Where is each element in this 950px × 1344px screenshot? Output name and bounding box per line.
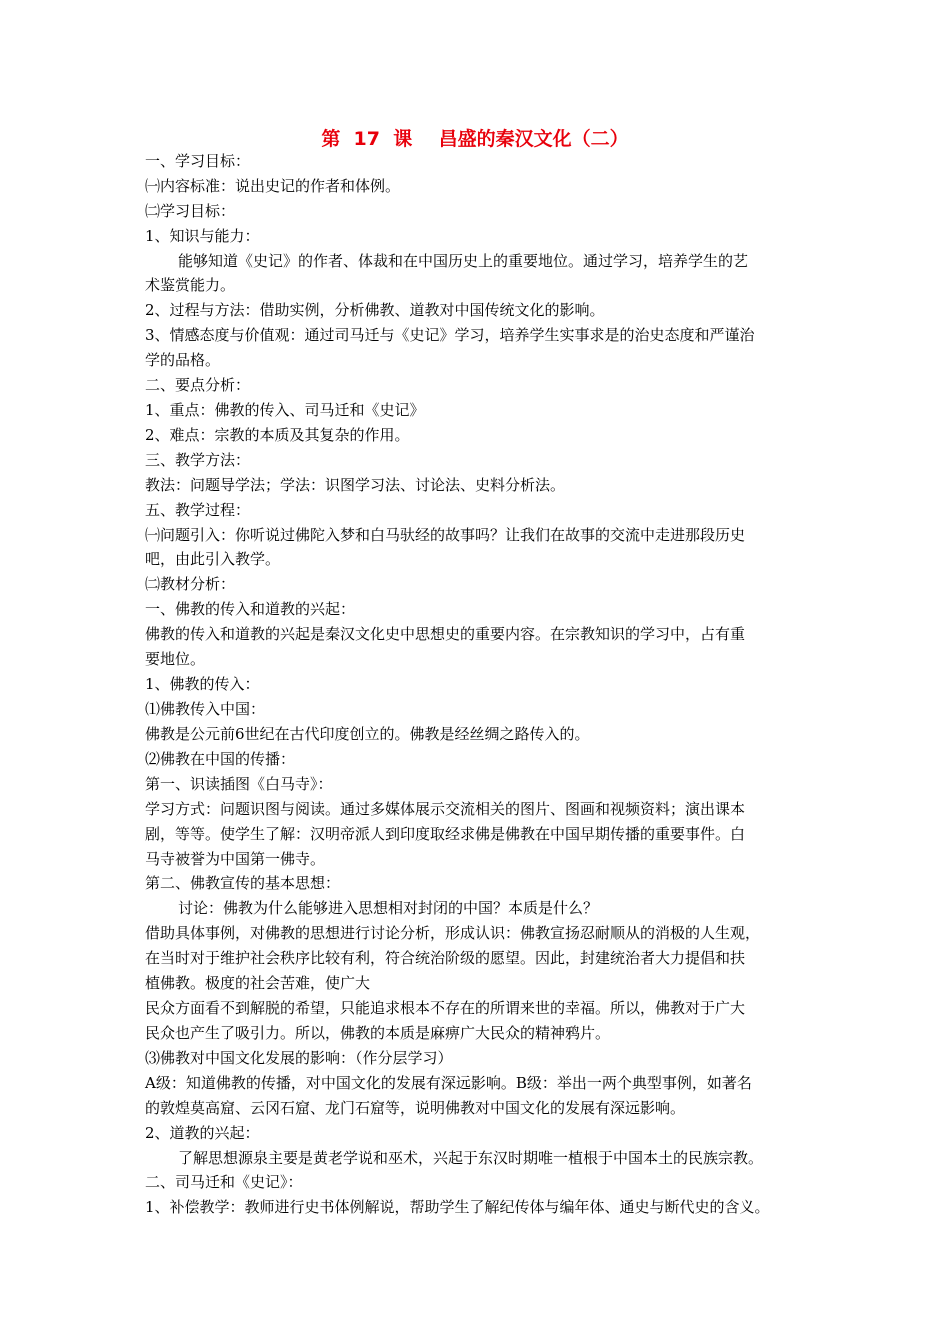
text-line: ⑴佛教传入中国： — [145, 700, 266, 718]
section-heading: 三、教学方法： — [145, 451, 251, 469]
text-line: 剧，等等。使学生了解：汉明帝派人到印度取经求佛是佛教在中国早期传播的重要事件。白 — [145, 825, 746, 843]
text-line: ㈠内容标准：说出史记的作者和体例。 — [145, 177, 401, 195]
text-line: 1、知识与能力： — [145, 227, 260, 245]
text-line: 讨论：佛教为什么能够进入思想相对封闭的中国？本质是什么？ — [178, 899, 599, 917]
text-line: 2、道教的兴起： — [145, 1124, 260, 1142]
text-line: 能够知道《史记》的作者、体裁和在中国历史上的重要地位。通过学习，培养学生的艺 — [178, 252, 749, 270]
text-line: 一、学习目标： — [145, 152, 251, 170]
text-line: 1、补偿教学：教师进行史书体例解说，帮助学生了解纪传体与编年体、通史与断代史的含义。 — [145, 1198, 770, 1216]
text-line: A级：知道佛教的传播，对中国文化的发展有深远影响。B级：举出一两个典型事例，如著名 — [145, 1074, 752, 1092]
text-line: 3、情感态度与价值观：通过司马迁与《史记》学习，培养学生实事求是的治史态度和严谨治 — [145, 326, 755, 344]
text-line: ⑶佛教对中国文化发展的影响：（作分层学习） — [145, 1049, 453, 1067]
text-line: 马寺被誉为中国第一佛寺。 — [145, 850, 326, 868]
text-line: ㈡学习目标： — [145, 202, 236, 220]
text-line: ⑵佛教在中国的传播： — [145, 750, 296, 768]
text-line: 民众也产生了吸引力。所以，佛教的本质是麻痹广大民众的精神鸦片。 — [145, 1024, 611, 1042]
text-line: 要地位。 — [145, 650, 206, 668]
text-line: 学的品格。 — [145, 351, 221, 369]
text-line: ㈡教材分析： — [145, 575, 236, 593]
text-line: 术鉴赏能力。 — [145, 276, 236, 294]
text-line: 的敦煌莫高窟、云冈石窟、龙门石窟等，说明佛教对中国文化的发展有深远影响。 — [145, 1099, 686, 1117]
text-line: 2、难点：宗教的本质及其复杂的作用。 — [145, 426, 410, 444]
text-line: 民众方面看不到解脱的希望，只能追求根本不存在的所谓来世的幸福。所以，佛教对于广大 — [145, 999, 746, 1017]
text-line: 2、过程与方法：借助实例，分析佛教、道教对中国传统文化的影响。 — [145, 301, 605, 319]
text-line: 学习方式：问题识图与阅读。通过多媒体展示交流相关的图片、图画和视频资料；演出课本 — [145, 800, 746, 818]
text-line: ㈠问题引入：你听说过佛陀入梦和白马驮经的故事吗？让我们在故事的交流中走进那段历史 — [145, 526, 746, 544]
text-line: 佛教是公元前6世纪在古代印度创立的。佛教是经丝绸之路传入的。 — [145, 725, 590, 743]
text-line: 吧，由此引入教学。 — [145, 550, 281, 568]
text-line: 了解思想源泉主要是黄老学说和巫术，兴起于东汉时期唯一植根于中国本土的民族宗教。 — [178, 1149, 764, 1167]
text-line: 二、司马迁和《史记》： — [145, 1173, 303, 1191]
text-line: 借助具体事例，对佛教的思想进行讨论分析，形成认识：佛教宣扬忍耐顺从的消极的人生观， — [145, 924, 761, 942]
text-line: 第二、佛教宣传的基本思想： — [145, 874, 341, 892]
text-line: 植佛教。极度的社会苦难，使广大 — [145, 974, 371, 992]
text-line: 1、佛教的传入： — [145, 675, 260, 693]
text-line: 一、佛教的传入和道教的兴起： — [145, 600, 356, 618]
document-title: 第 17 课 昌盛的秦汉文化（二） — [321, 128, 629, 150]
text-line: 1、重点：佛教的传入、司马迁和《史记》 — [145, 401, 425, 419]
text-line: 在当时对于维护社会秩序比较有利，符合统治阶级的愿望。因此，封建统治者大力提倡和扶 — [145, 949, 746, 967]
section-heading: 五、教学过程： — [145, 501, 251, 519]
section-heading: 二、要点分析： — [145, 376, 251, 394]
text-line: 第一、识读插图《白马寺》： — [145, 775, 333, 793]
text-line: 佛教的传入和道教的兴起是秦汉文化史中思想史的重要内容。在宗教知识的学习中，占有重 — [145, 625, 746, 643]
text-line: 教法：问题导学法；学法：识图学习法、讨论法、史料分析法。 — [145, 476, 566, 494]
